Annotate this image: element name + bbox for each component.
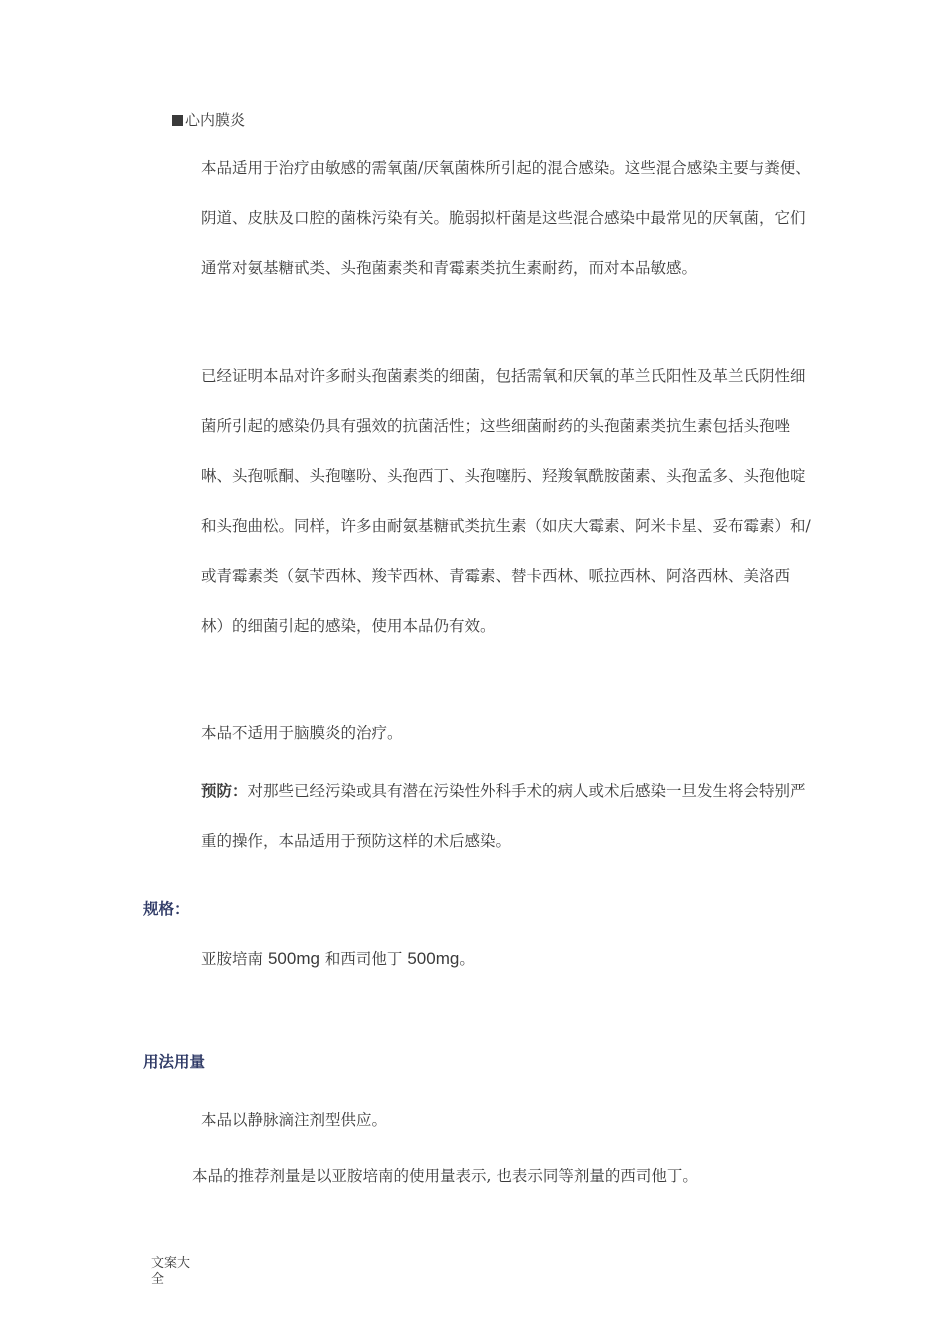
prevention-label: 预防： [201,782,248,800]
spec-dose-b: 500mg [407,949,460,968]
paragraph-cephalosporin-resistance: 已经证明本品对许多耐头孢菌素类的细菌，包括需氧和厌氧的革兰氏阳性及革兰氏阴性细菌所引起的感染仍具有强效的抗菌活性；这些细菌耐药的头孢菌素类抗生素包括头孢唑啉、头孢哌酮、头孢噻吩、头孢西丁、头孢噻肟、羟羧氧酰胺菌素、头孢孟多、头孢他啶和头孢曲松。同样，许多由耐氨基糖甙类抗生素（如庆大霉素、阿米卡星、妥布霉素）和/或青霉素类（氨苄西林、羧苄西林、青霉素、替卡西林、哌拉西林、阿洛西林、美洛西林）的细菌引起的感染，使用本品仍有效。 [201,367,811,635]
usage-heading: 用法用量 [143,1053,206,1071]
usage-paragraph-supply: 本品以静脉滴注剂型供应。 [201,1111,388,1129]
spec-text-end: 。 [459,950,475,968]
paragraph-prevention [201,766,811,866]
prevention-text: 对那些已经污染或具有潜在污染性外科手术的病人或术后感染一旦发生将会特别严重的操作，本品适用于预防这样的术后感染。 [201,782,806,850]
spec-text-a: 亚胺培南 [201,950,264,968]
spec-text [201,934,811,984]
spec-text-b: 和西司他丁 [324,950,403,968]
spec-heading: 规格： [143,900,190,918]
paragraph-meningitis: 本品不适用于脑膜炎的治疗。 [201,724,403,742]
footer-label: 文案大全 [151,1256,191,1287]
endocarditis-heading [172,108,245,132]
paragraph-mixed-infections: 本品适用于治疗由敏感的需氧菌/厌氧菌株所引起的混合感染。这些混合感染主要与粪便、阴道、皮肤及口腔的菌株污染有关。脆弱拟杆菌是这些混合感染中最常见的厌氧菌，它们通常对氨基糖甙类、头孢菌素类和青霉素类抗生素耐药，而对本品敏感。 [201,159,811,277]
endocarditis-heading-text: 心内膜炎 [185,111,246,129]
square-bullet-icon [172,115,183,126]
spec-dose-a: 500mg [267,949,320,968]
usage-paragraph-dosage: 本品的推荐剂量是以亚胺培南的使用量表示, 也表示同等剂量的西司他丁。 [192,1167,698,1185]
